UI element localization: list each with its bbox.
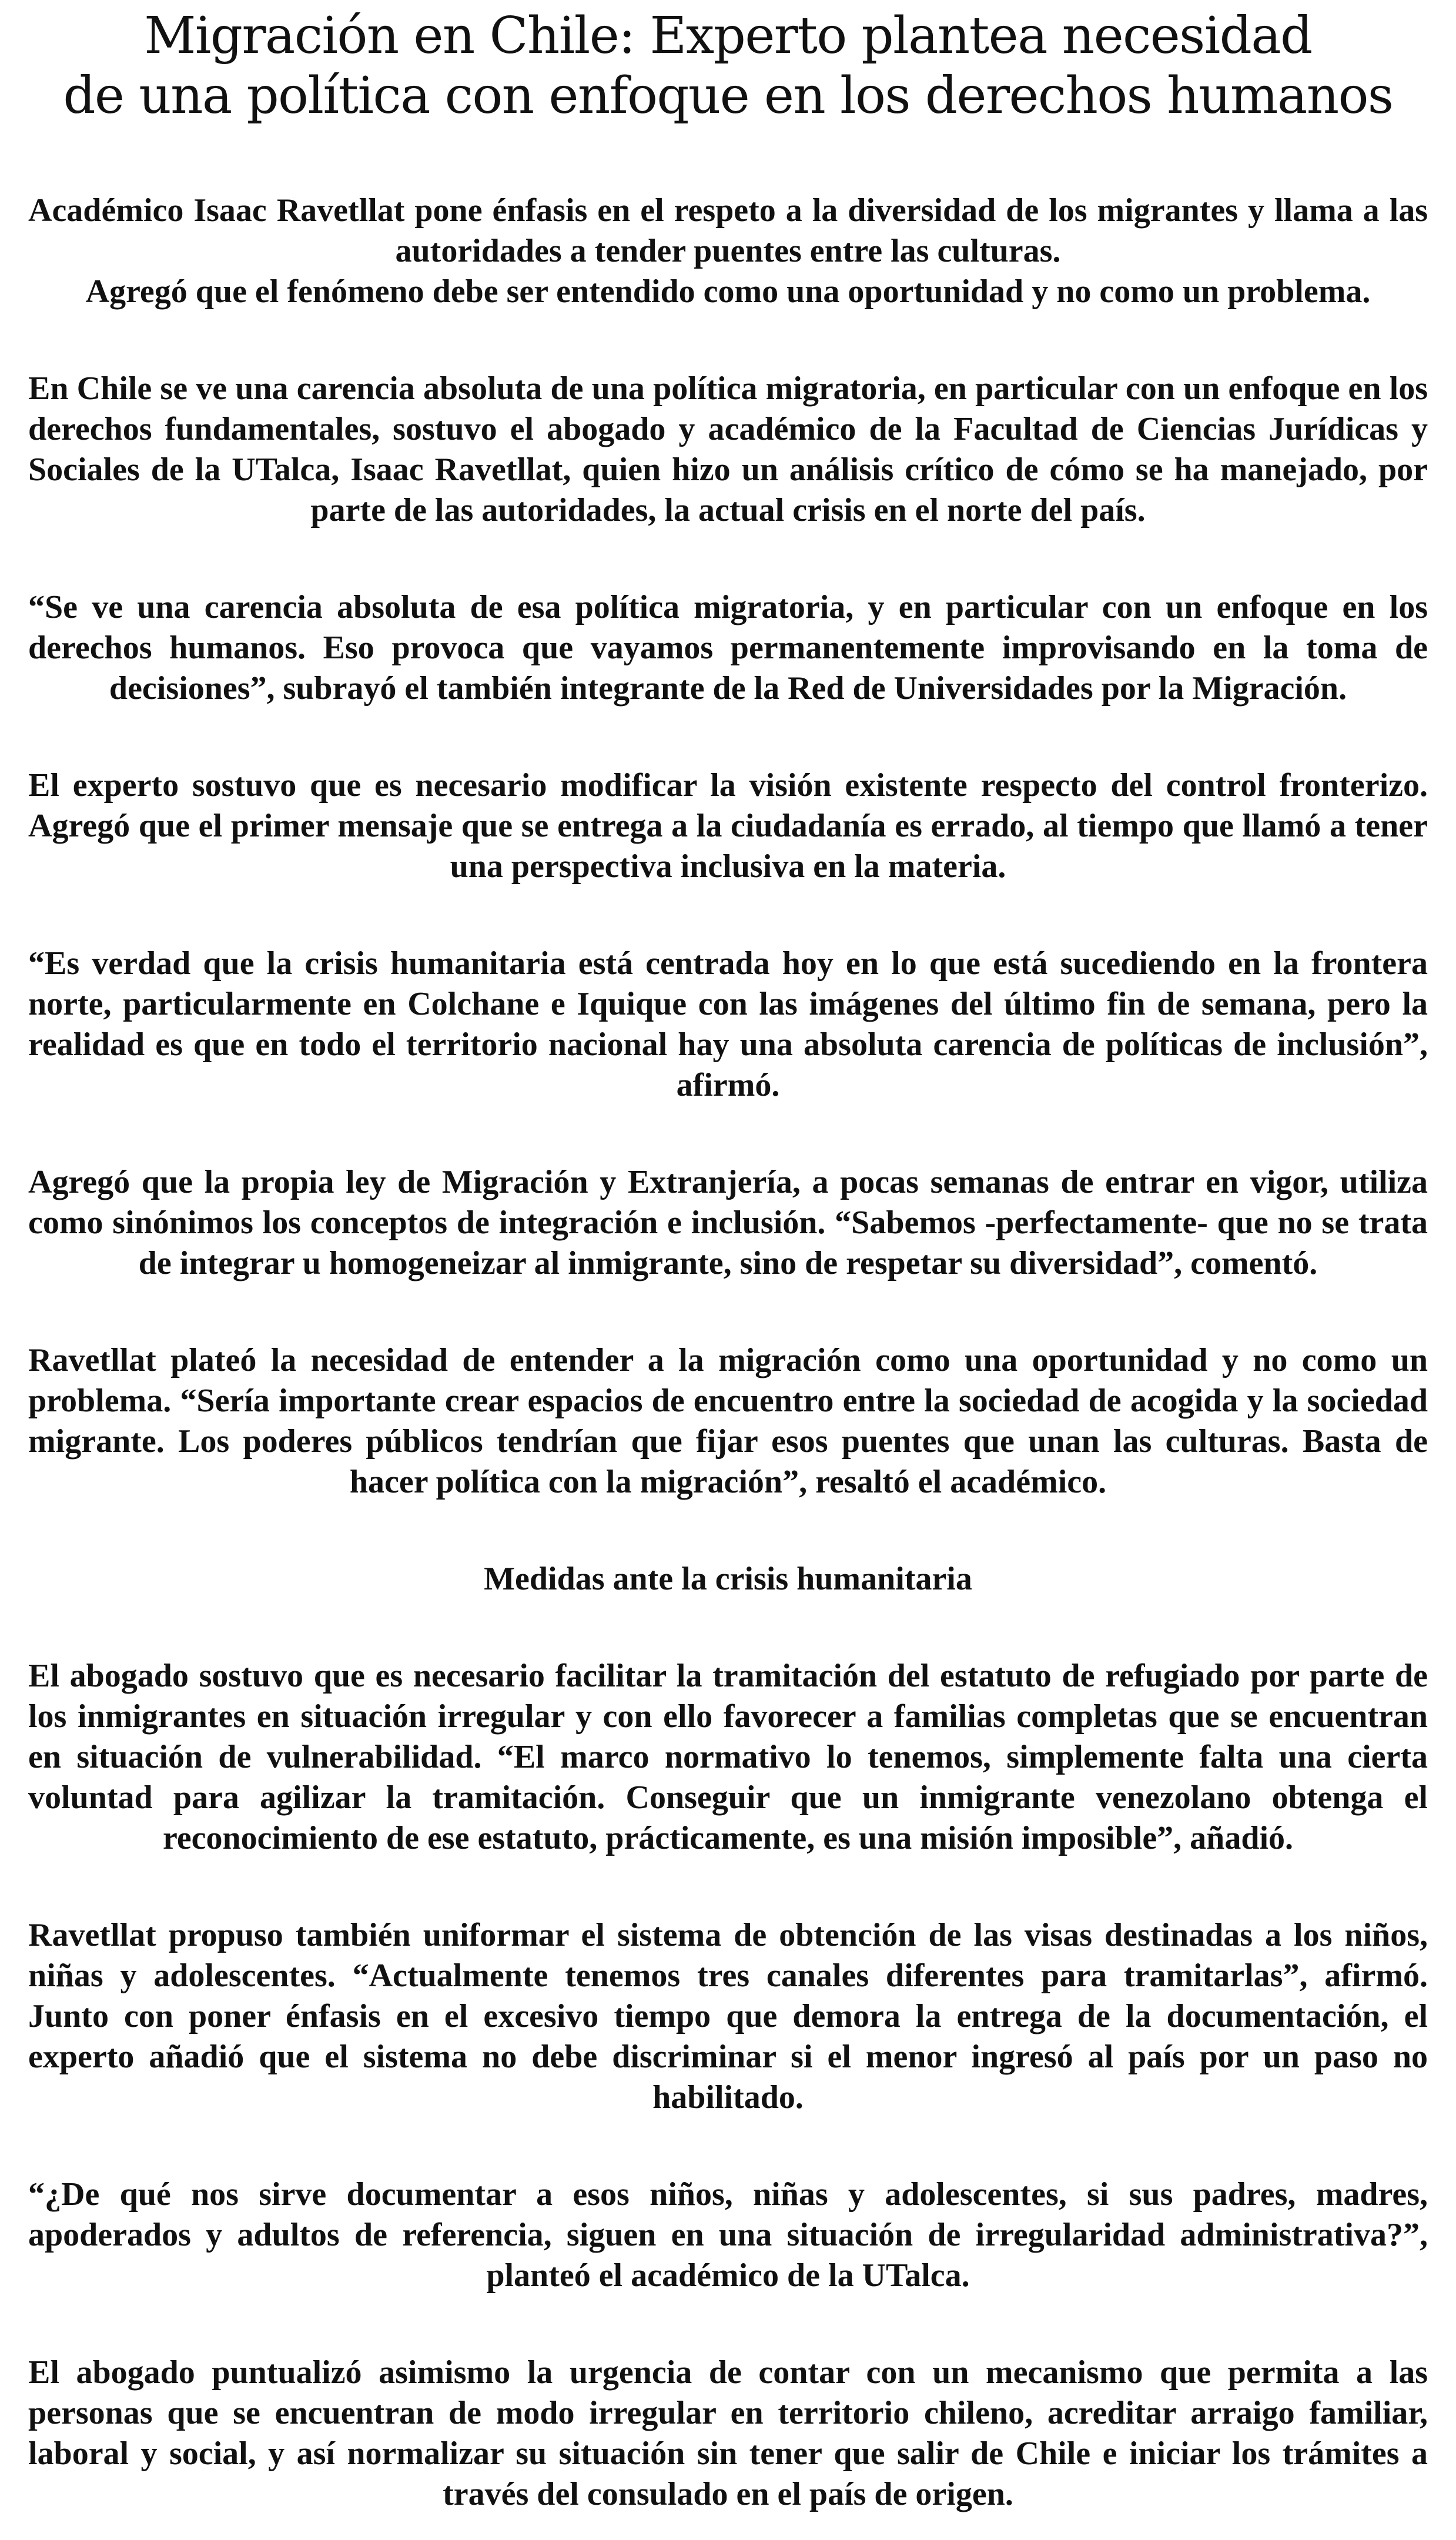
body-paragraph-3: El experto sostuvo que es necesario modificar la visión existente respecto del control fronterizo. Agregó que el primer mensaje que se entrega a la ciudadanía es errado, al tiempo que llamó a tener una perspectiva inclusiva en la materia. [28, 767, 1428, 885]
headline-line-2: de una política con enfoque en los derechos humanos [63, 66, 1393, 125]
paragraph-spacer [28, 1859, 1428, 1915]
paragraph-spacer [28, 312, 1428, 369]
lead-paragraph-1: Académico Isaac Ravetllat pone énfasis en el respeto a la diversidad de los migrantes y llama a las autoridades a tender puentes entre las culturas. [28, 192, 1428, 269]
article-body [28, 190, 1428, 2515]
body-paragraph-5: Agregó que la propia ley de Migración y Extranjería, a pocas semanas de entrar en vigor, utiliza como sinónimos los conceptos de integración e inclusión. “Sabemos -perfectamente- que no se trata de integrar u homogeneizar al inmigrante, sino de respetar su diversidad”, comentó. [28, 1164, 1428, 1281]
paragraph-spacer [28, 2296, 1428, 2352]
paragraph-spacer [28, 887, 1428, 943]
paragraph-spacer [28, 1284, 1428, 1340]
body-paragraph-6: Ravetllat plateó la necesidad de entender a la migración como una oportunidad y no como un problema. “Sería importante crear espacios de encuentro entre la sociedad de acogida y la sociedad migrante. Los poderes públicos tendrían que fijar esos puentes que unan las culturas. Basta de hacer política con la migración”, resaltó el académico. [28, 1342, 1428, 1500]
headline-line-1: Migración en Chile: Experto plantea necesidad [144, 6, 1312, 65]
paragraph-spacer [28, 1106, 1428, 1162]
body-paragraph-1: En Chile se ve una carencia absoluta de una política migratoria, en particular con un enfoque en los derechos fundamentales, sostuvo el abogado y académico de la Facultad de Ciencias Jurídicas y Sociales de la UTalca, Isaac Ravetllat, quien hizo un análisis crítico de cómo se ha manejado, por parte de las autoridades, la actual crisis en el norte del país. [28, 370, 1428, 528]
body-paragraph-9: “¿De qué nos sirve documentar a esos niños, niñas y adolescentes, si sus padres, madres, apoderados y adultos de referencia, siguen en una situación de irregularidad administrativa?”, planteó el académico de la UTalca. [28, 2176, 1428, 2294]
body-paragraph-8: Ravetllat propuso también uniformar el sistema de obtención de las visas destinadas a los niños, niñas y adolescentes. “Actualmente tenemos tres canales diferentes para tramitarlas”, afirmó. Junto con poner énfasis en el excesivo tiempo que demora la entrega de la documentación, el experto añadió que el sistema no debe discriminar si el menor ingresó al país por un paso no habilitado. [28, 1917, 1428, 2116]
body-paragraph-2: “Se ve una carencia absoluta de esa política migratoria, y en particular con un enfoque en los derechos humanos. Eso provoca que vayamos permanentemente improvisando en la toma de decisiones”, subrayó el también integrante de la Red de Universidades por la Migración. [28, 589, 1428, 707]
headline [28, 6, 1428, 126]
body-paragraph-7: El abogado sostuvo que es necesario facilitar la tramitación del estatuto de refugiado por parte de los inmigrantes en situación irregular y con ello favorecer a familias completas que se encuentran en situación de vulnerabilidad. “El marco normativo lo tenemos, simplemente falta una cierta voluntad para agilizar la tramitación. Conseguir que un inmigrante venezolano obtenga el reconocimiento de ese estatuto, prácticamente, es una misión imposible”, añadió. [28, 1658, 1428, 1856]
paragraph-spacer [28, 531, 1428, 587]
body-paragraph-4: “Es verdad que la crisis humanitaria está centrada hoy en lo que está sucediendo en la frontera norte, particularmente en Colchane e Iquique con las imágenes del último fin de semana, pero la realidad es que en todo el territorio nacional hay una absoluta carencia de políticas de inclusión”, afirmó. [28, 945, 1428, 1103]
paragraph-spacer [28, 1502, 1428, 1559]
paragraph-spacer [28, 2118, 1428, 2174]
paragraph-spacer [28, 1599, 1428, 1656]
section-subheading: Medidas ante la crisis humanitaria [484, 1561, 972, 1597]
body-paragraph-10: El abogado puntualizó asimismo la urgencia de contar con un mecanismo que permita a las personas que se encuentran de modo irregular en territorio chileno, acreditar arraigo familiar, laboral y social, y así normalizar su situación sin tener que salir de Chile e iniciar los trámites a través del consulado en el país de origen. [28, 2354, 1428, 2512]
lead-paragraph-2: Agregó que el fenómeno debe ser entendido como una oportunidad y no como un problema. [85, 273, 1371, 310]
paragraph-spacer [28, 709, 1428, 765]
